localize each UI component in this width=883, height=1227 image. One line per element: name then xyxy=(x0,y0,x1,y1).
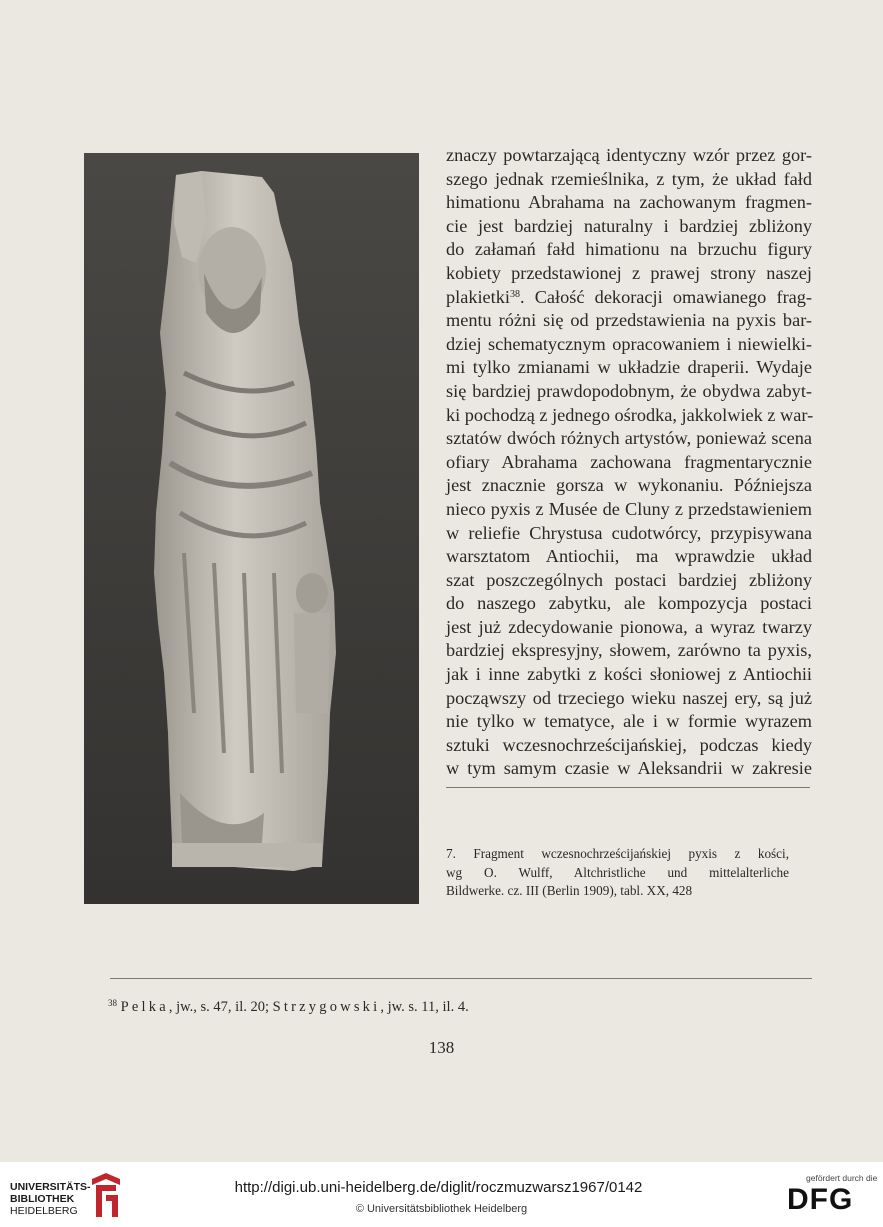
text-line: cie jest bardziej naturalny i bardziej zbliżony xyxy=(446,215,812,236)
body-text-column xyxy=(446,144,812,781)
text-line: jest już zdecydowanie pionowa, a wyraz twarzy xyxy=(446,616,812,637)
text-line: sztatów dwóch różnych artystów, ponieważ scena xyxy=(446,428,812,449)
figure-caption xyxy=(446,845,789,901)
library-name-line: UNIVERSITÄTS- xyxy=(10,1181,91,1193)
text-line: sztuki wczesnochrześcijańskiej, podczas kiedy xyxy=(446,734,812,755)
text-line: do naszego zabytku, ale kompozycja postaci xyxy=(446,593,812,614)
text-line: kobiety przedstawionej z prawej strony naszej xyxy=(446,262,812,283)
text-line: szego jednak rzemieślnika, z tym, że układ fałd xyxy=(446,168,812,189)
funded-by-label: gefördert durch die xyxy=(806,1173,878,1183)
text-line: do załamań fałd himationu na brzuchu figury xyxy=(446,239,812,260)
text-line: mentu różni się od przedstawienia na pyxis bar- xyxy=(446,310,812,331)
footnote-author: Pelka xyxy=(120,999,169,1015)
text-line: się bardziej prawdopodobnym, że obydwa zabyt- xyxy=(446,380,812,401)
text-line: szat poszczególnych postaci bardziej zbliżony xyxy=(446,569,812,590)
caption-line: 7. Fragment wczesnochrześcijańskiej pyxis z kości, xyxy=(446,846,789,861)
text-line: nieco pyxis z Musée de Cluny z przedstawieniem xyxy=(446,498,812,519)
footnote-text: , jw., s. 47, il. 20; xyxy=(168,999,273,1015)
url-text[interactable]: http://digi.ub.uni-heidelberg.de/diglit/roczmuzwarsz1967/0142 xyxy=(234,1179,643,1196)
footnote xyxy=(108,998,469,1016)
text-line: mi tylko zmianami w układzie draperii. Wydaje xyxy=(446,357,812,378)
copyright-notice: © Universitätsbibliothek Heidelberg xyxy=(355,1203,528,1215)
text-divider xyxy=(446,787,810,788)
text-line: nie tylko w tematyce, ale i w formie wyrazem xyxy=(446,711,812,732)
footnote-divider xyxy=(110,978,812,979)
text-fragment: plakietki xyxy=(446,286,510,307)
text-line: bardziej ekspresyjny, słowem, zarówno ta pyxis, xyxy=(446,640,812,661)
text-line: począwszy od trzeciego wieku naszej ery, są już xyxy=(446,687,812,708)
text-line: warsztatom Antiochii, ma wprawdzie układ xyxy=(446,546,812,567)
text-line: w tym samym czasie w Aleksandrii w zakresie xyxy=(446,758,812,779)
text-line: jest znacznie gorsza w wykonaniu. Późniejsza xyxy=(446,475,812,496)
text-fragment: . Całość dekoracji omawianego frag- xyxy=(519,286,812,307)
footnote-marker: 38 xyxy=(108,998,117,1008)
footnote-text: , jw. s. 11, il. 4. xyxy=(380,999,469,1015)
text-line: jak i inne zabytki z kości słoniowej z Antiochii xyxy=(446,664,812,685)
library-name-line: HEIDELBERG xyxy=(10,1205,78,1217)
footnote-reference[interactable]: 38 xyxy=(509,288,520,300)
text-line: himationu Abrahama na zachowanym fragmen- xyxy=(446,192,812,213)
relief-figure-image xyxy=(84,153,419,904)
text-line: znaczy powtarzającą identyczny wzór przez gor- xyxy=(446,145,812,165)
library-name-line: BIBLIOTHEK xyxy=(10,1193,75,1205)
caption-line: wg O. Wulff, Altchristliche und mittelalterliche xyxy=(446,864,789,880)
text-line: dziej schematycznym opracowaniem i niewielki- xyxy=(446,333,812,354)
figure-photograph xyxy=(84,153,419,904)
footnote-author: Strzygowski xyxy=(272,999,381,1015)
text-line: w reliefie Chrystusa cudotwórcy, przypisywana xyxy=(446,522,812,543)
page-number: 138 xyxy=(428,1038,455,1057)
caption-line: Bildwerke. cz. III (Berlin 1909), tabl. XX, 428 xyxy=(446,883,693,898)
dfg-logo[interactable]: DFG xyxy=(787,1183,854,1216)
text-line-with-footnote-ref xyxy=(446,286,812,310)
text-line: ki pochodzą z jednego ośrodka, jakkolwiek z war- xyxy=(446,404,814,425)
text-line: ofiary Abrahama zachowana fragmentarycznie xyxy=(446,451,812,472)
permalink-url[interactable] xyxy=(0,1179,883,1196)
